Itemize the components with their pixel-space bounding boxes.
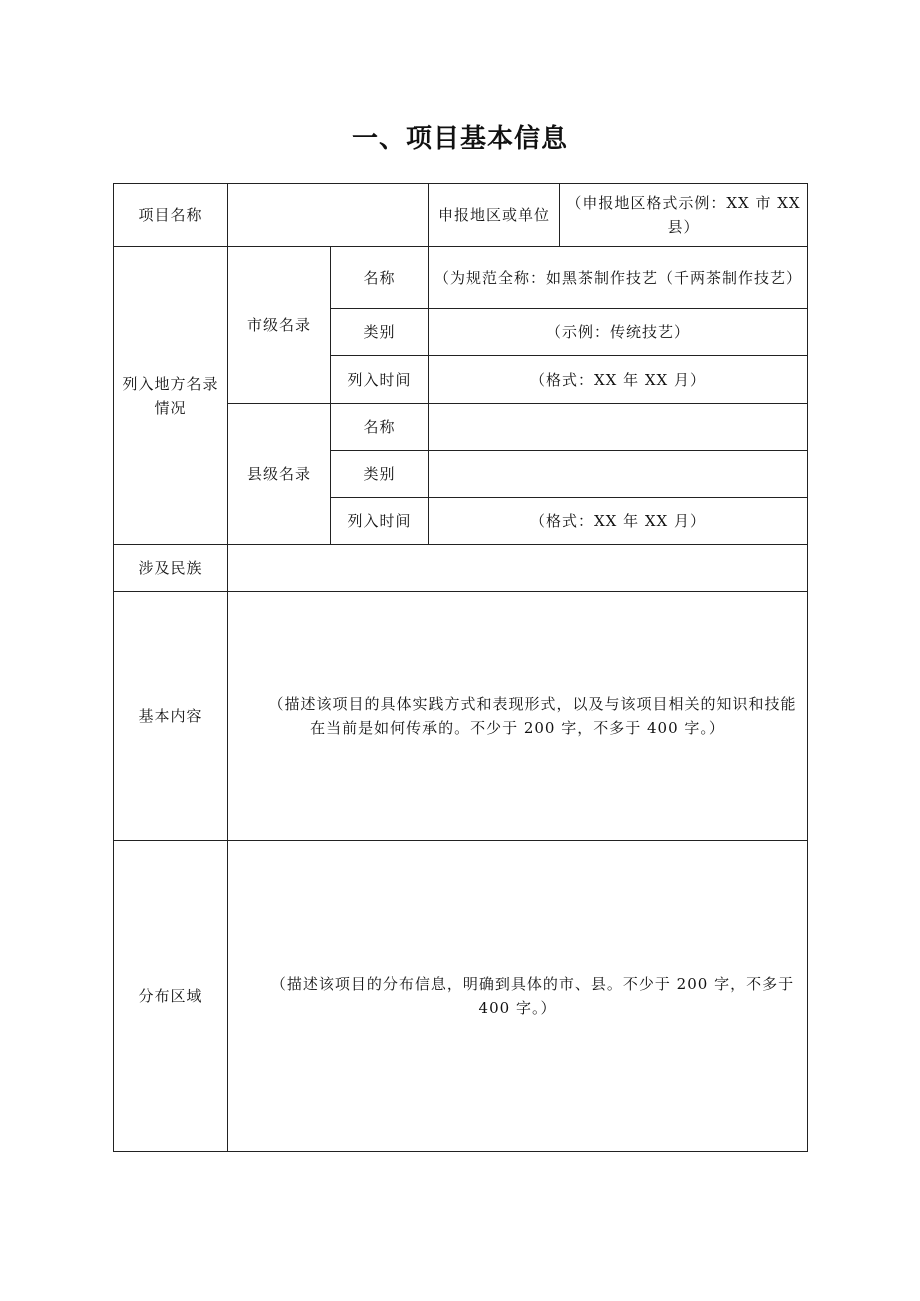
county-name-field[interactable] bbox=[429, 404, 808, 451]
city-name-field[interactable]: （为规范全称：如黑茶制作技艺（千两茶制作技艺） bbox=[429, 247, 808, 309]
city-date-label: 列入时间 bbox=[331, 356, 429, 404]
county-category-field[interactable] bbox=[429, 451, 808, 498]
city-date-field[interactable]: （格式：XX 年 XX 月） bbox=[429, 356, 808, 404]
ethnicity-label: 涉及民族 bbox=[114, 545, 228, 592]
page-title: 一、项目基本信息 bbox=[351, 124, 568, 154]
county-listing-label: 县级名录 bbox=[228, 404, 331, 545]
city-listing-label: 市级名录 bbox=[228, 247, 331, 404]
basic-content-hint: （描述该项目的具体实践方式和表现形式，以及与该项目相关的知识和技能在当前是如何传承的。不少于 200 字，不多于 400 字。） bbox=[268, 695, 797, 737]
county-date-field[interactable]: （格式：XX 年 XX 月） bbox=[429, 498, 808, 545]
city-category-label: 类别 bbox=[331, 309, 429, 356]
listing-label: 列入地方名录情况 bbox=[114, 247, 228, 545]
distribution-field[interactable] bbox=[228, 841, 808, 1152]
region-field[interactable]: （申报地区格式示例：XX 市 XX 县） bbox=[560, 184, 808, 247]
distribution-label: 分布区域 bbox=[114, 841, 228, 1152]
county-date-label: 列入时间 bbox=[331, 498, 429, 545]
project-name-label: 项目名称 bbox=[114, 184, 228, 247]
basic-content-label: 基本内容 bbox=[114, 592, 228, 841]
distribution-hint: （描述该项目的分布信息，明确到具体的市、县。不少于 200 字，不多于 400 字。） bbox=[270, 975, 795, 1017]
city-category-field[interactable]: （示例：传统技艺） bbox=[429, 309, 808, 356]
county-name-label: 名称 bbox=[331, 404, 429, 451]
basic-content-field[interactable] bbox=[228, 592, 808, 841]
county-category-label: 类别 bbox=[331, 451, 429, 498]
region-label: 申报地区或单位 bbox=[429, 184, 560, 247]
city-name-label: 名称 bbox=[331, 247, 429, 309]
project-name-field[interactable] bbox=[228, 184, 429, 247]
project-info-form bbox=[113, 183, 808, 1152]
ethnicity-field[interactable] bbox=[228, 545, 808, 592]
